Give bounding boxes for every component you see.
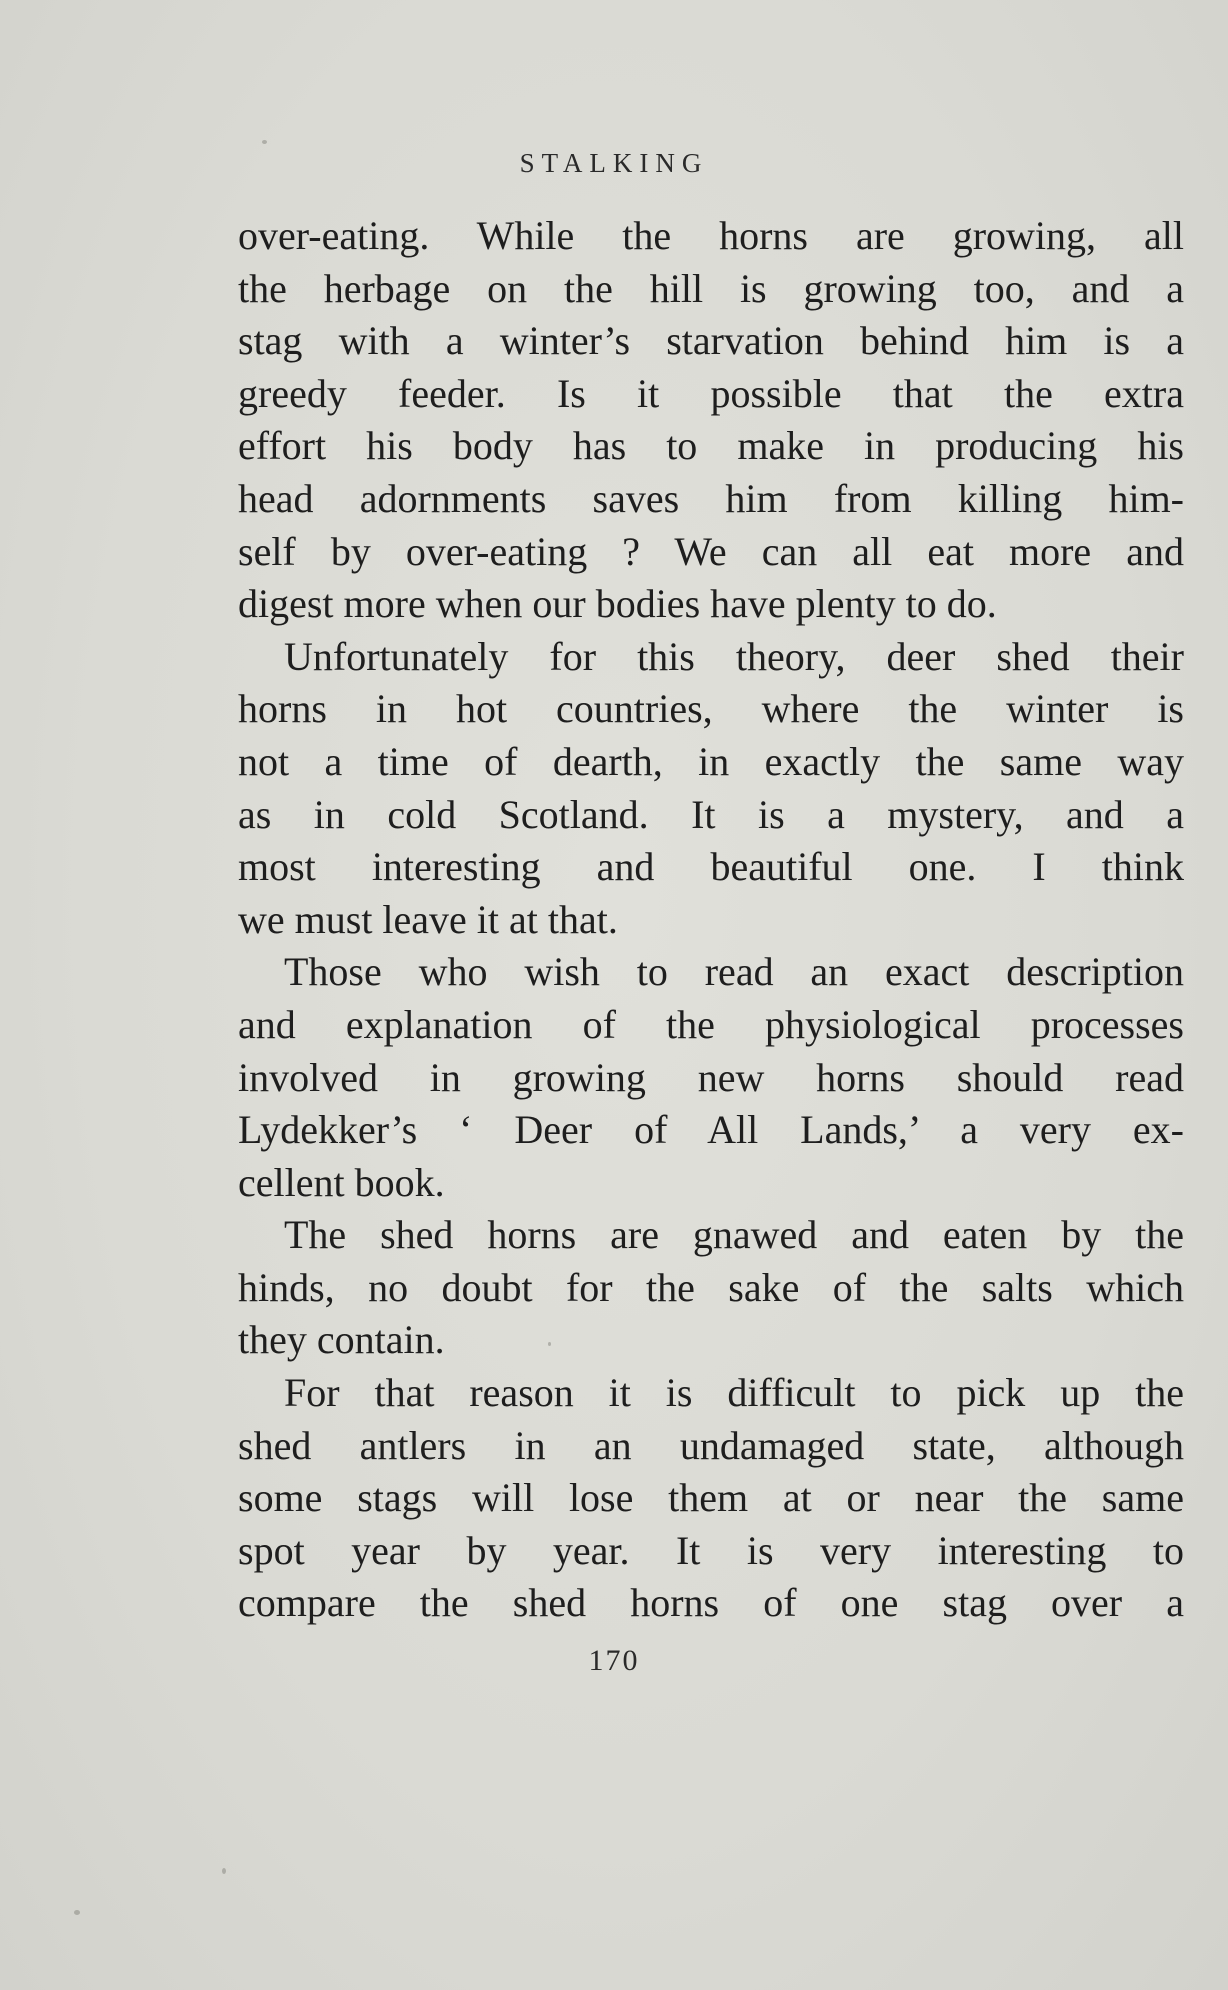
paper-speck <box>548 1342 551 1346</box>
text-line: involved in growing new horns should read <box>238 1054 1184 1100</box>
text-line: compare the shed horns of one stag over a <box>238 1580 1184 1626</box>
text-line: Lydekker’s ‘ Deer of All Lands,’ a very ex- <box>238 1107 1184 1153</box>
text-line: head adornments saves him from killing him- <box>238 475 1184 521</box>
text-line: horns in hot countries, where the winter is <box>238 686 1184 732</box>
text-line: effort his body has to make in producing his <box>238 423 1184 469</box>
text-line: Unfortunately for this theory, deer shed their <box>284 633 1184 679</box>
paper-speck <box>222 1868 226 1874</box>
text-line: For that reason it is difficult to pick up the <box>284 1370 1184 1416</box>
text-line: cellent book. <box>238 1159 445 1205</box>
text-line: stag with a winter’s starvation behind him is a <box>238 318 1184 364</box>
text-line: and explanation of the physiological processes <box>238 1001 1184 1047</box>
text-line: The shed horns are gnawed and eaten by the <box>284 1212 1184 1258</box>
body-text <box>238 210 1184 1630</box>
page-number: 170 <box>588 1644 640 1677</box>
text-line: Those who wish to read an exact description <box>284 949 1184 995</box>
text-line: not a time of dearth, in exactly the same way <box>238 738 1184 784</box>
text-line: over-eating. While the horns are growing, all <box>238 213 1184 258</box>
text-line: self by over-eating ? We can all eat more and <box>238 528 1184 574</box>
text-line: spot year by year. It is very interesting to <box>238 1527 1184 1573</box>
text-line: greedy feeder. Is it possible that the extra <box>238 370 1184 416</box>
paper-speck <box>262 140 267 144</box>
text-line: they contain. <box>238 1317 445 1363</box>
running-head: STALKING <box>519 148 709 178</box>
text-line: the herbage on the hill is growing too, and a <box>238 265 1184 311</box>
text-line: we must leave it at that. <box>238 896 618 942</box>
text-line: most interesting and beautiful one. I think <box>238 844 1184 890</box>
text-line: hinds, no doubt for the sake of the salts which <box>238 1264 1184 1310</box>
paper-speck <box>74 1910 80 1915</box>
text-line: shed antlers in an undamaged state, although <box>238 1422 1184 1468</box>
text-line: digest more when our bodies have plenty to do. <box>238 581 997 627</box>
text-line: some stags will lose them at or near the same <box>238 1475 1184 1521</box>
text-line: as in cold Scotland. It is a mystery, and a <box>238 791 1184 837</box>
